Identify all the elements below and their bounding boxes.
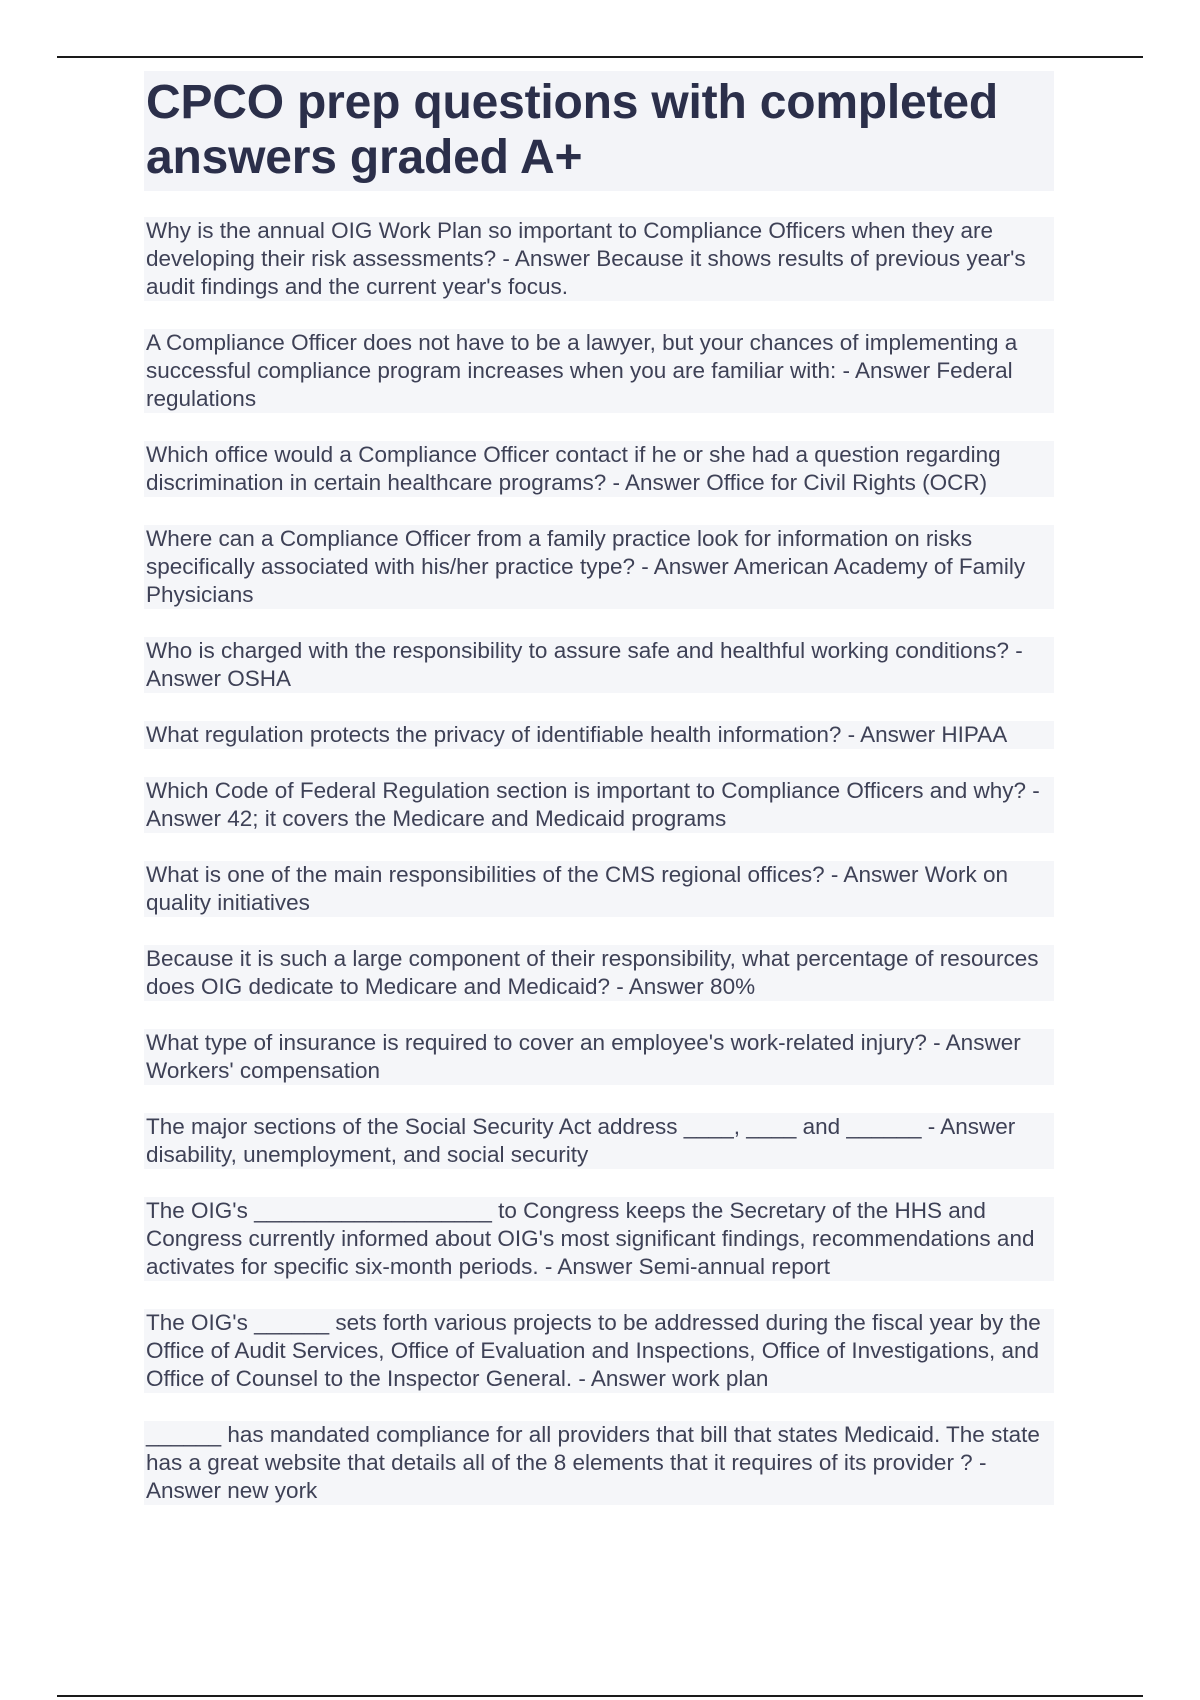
qa-item: The OIG's ______ sets forth various projects to be addressed during the fiscal year by the Office of Audit Services, Office of Evaluation and Inspections, Office of Investigations, and Office of Counsel to the Inspector General. - Answer work plan [144,1309,1054,1393]
bottom-rule [57,1695,1143,1697]
document-body [144,71,1054,1533]
document-title: CPCO prep questions with completed answers graded A+ [144,71,1054,191]
qa-item: What is one of the main responsibilities of the CMS regional offices? - Answer Work on quality initiatives [144,861,1054,917]
qa-item: What type of insurance is required to cover an employee's work-related injury? - Answer Workers' compensation [144,1029,1054,1085]
qa-item: Why is the annual OIG Work Plan so important to Compliance Officers when they are developing their risk assessments? - Answer Because it shows results of previous year's audit findings and the current year's focus. [144,217,1054,301]
qa-item: Where can a Compliance Officer from a family practice look for information on risks specifically associated with his/her practice type? - Answer American Academy of Family Physicians [144,525,1054,609]
qa-item: A Compliance Officer does not have to be a lawyer, but your chances of implementing a successful compliance program increases when you are familiar with: - Answer Federal regulations [144,329,1054,413]
qa-item: Who is charged with the responsibility to assure safe and healthful working conditions? - Answer OSHA [144,637,1054,693]
qa-item: ______ has mandated compliance for all providers that bill that states Medicaid. The state has a great website that details all of the 8 elements that it requires of its provider ? - Answer new york [144,1421,1054,1505]
qa-item: The major sections of the Social Security Act address ____, ____ and ______ - Answer disability, unemployment, and social security [144,1113,1054,1169]
qa-item: What regulation protects the privacy of identifiable health information? - Answer HIPAA [144,721,1054,749]
top-rule [57,56,1143,58]
qa-item: Which office would a Compliance Officer contact if he or she had a question regarding discrimination in certain healthcare programs? - Answer Office for Civil Rights (OCR) [144,441,1054,497]
qa-list [144,217,1054,1505]
qa-item: Which Code of Federal Regulation section is important to Compliance Officers and why? - Answer 42; it covers the Medicare and Medicaid programs [144,777,1054,833]
qa-item: Because it is such a large component of their responsibility, what percentage of resources does OIG dedicate to Medicare and Medicaid? - Answer 80% [144,945,1054,1001]
qa-item: The OIG's ___________________ to Congress keeps the Secretary of the HHS and Congress currently informed about OIG's most significant findings, recommendations and activates for specific six-month periods. - Answer Semi-annual report [144,1197,1054,1281]
